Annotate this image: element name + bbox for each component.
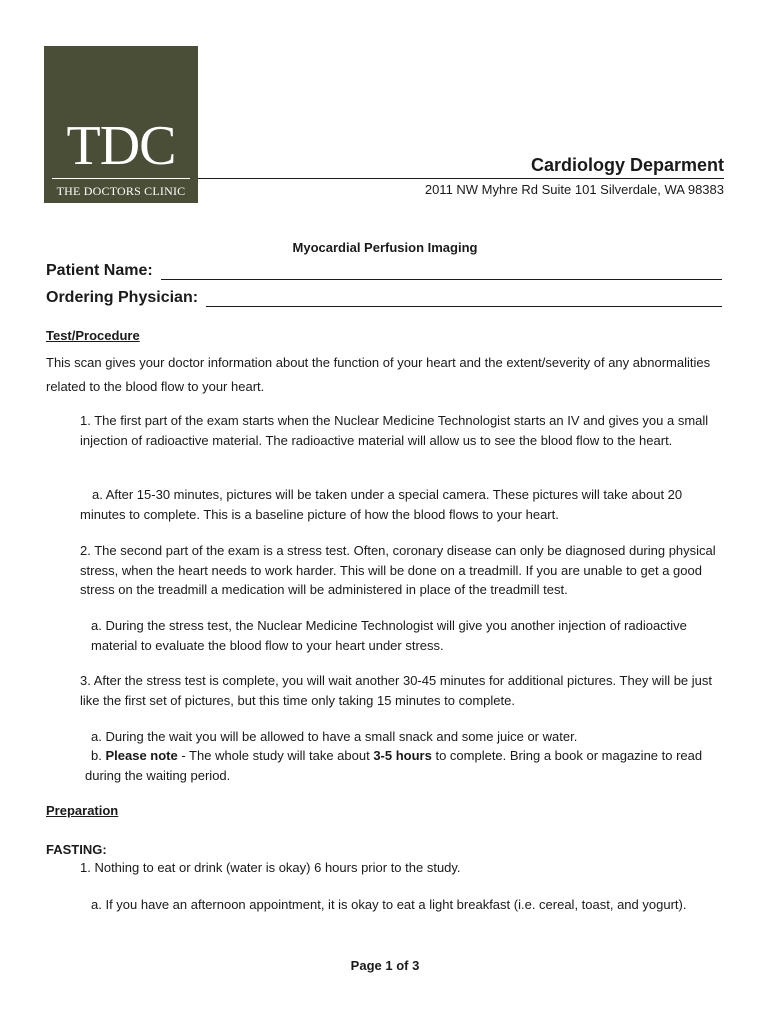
please-note-emphasis: Please note — [105, 748, 178, 763]
intro-paragraph: This scan gives your doctor information about the function of your heart and the extent/severity of any abnormalities related to the blood flow to your heart. — [46, 355, 711, 394]
clinic-logo — [44, 46, 198, 203]
logo-mark: TDC — [66, 115, 176, 177]
prep-item-1a: a. If you have an afternoon appointment, it is okay to eat a light breakfast (i.e. cereal, toast, and yogurt). — [91, 897, 687, 912]
step-2a: a. During the stress test, the Nuclear Medicine Technologist will give you another injection of radioactive material to evaluate the blood flow to your heart under stress. — [91, 618, 687, 653]
step-3: 3. After the stress test is complete, you will wait another 30-45 minutes for additional pictures. They will be just like the first set of pictures, but this time only taking 15 minutes to complete. — [80, 673, 713, 708]
fasting-heading: FASTING: — [46, 842, 107, 857]
preparation-heading: Preparation — [46, 803, 119, 818]
ordering-physician-line[interactable] — [206, 290, 722, 307]
ordering-physician-field[interactable] — [46, 289, 722, 307]
step-1: 1. The first part of the exam starts when the Nuclear Medicine Technologist starts an IV and gives you a small injection of radioactive material. The radioactive material will allow us to see the blood flow to the heart. — [80, 413, 709, 448]
document-title: Myocardial Perfusion Imaging — [292, 240, 478, 255]
ordering-physician-label: Ordering Physician: — [46, 289, 199, 306]
logo-subtitle: THE DOCTORS CLINIC — [56, 184, 186, 198]
step-3b: b. Please note - The whole study will take about 3-5 hours to complete. Bring a book or magazine to read during the waiting period. — [85, 748, 703, 783]
duration-emphasis: 3-5 hours — [373, 748, 432, 763]
test-procedure-heading: Test/Procedure — [46, 328, 140, 343]
page-number: Page 1 of 3 — [350, 958, 420, 973]
patient-name-line[interactable] — [161, 263, 722, 280]
clinic-address: 2011 NW Myhre Rd Suite 101 Silverdale, WA 98383 — [424, 182, 724, 197]
step-2: 2. The second part of the exam is a stress test. Often, coronary disease can only be diagnosed during physical stress, when the heart needs to work harder. This will be done on a treadmill. If you are unable to get a good stress on the treadmill a medication will be administered in place of the treadmill test. — [80, 543, 716, 597]
step-3a: a. During the wait you will be allowed to have a small snack and some juice or water. — [91, 729, 578, 744]
header-divider — [198, 178, 724, 179]
prep-item-1: 1. Nothing to eat or drink (water is okay) 6 hours prior to the study. — [80, 860, 461, 875]
patient-name-label: Patient Name: — [46, 262, 153, 279]
logo-divider — [52, 178, 190, 179]
step-1a: a. After 15-30 minutes, pictures will be taken under a special camera. These pictures will take about 20 minutes to complete. This is a baseline picture of how the blood flows to your heart. — [80, 487, 683, 522]
department-name: Cardiology Deparment — [530, 155, 724, 175]
patient-name-field[interactable] — [46, 262, 722, 280]
